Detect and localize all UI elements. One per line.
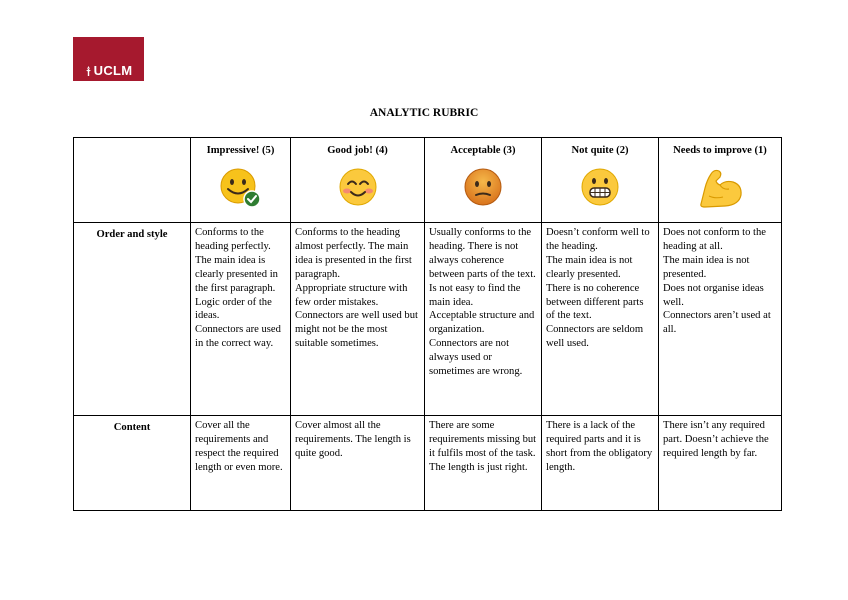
grimacing-face-emoji-icon <box>579 166 621 208</box>
cell-text: Connectors aren’t used at all. <box>663 310 771 336</box>
happy-blush-emoji-icon <box>337 166 379 208</box>
cell-text: There are some requirements missing but it fulfils most of the task. The length is just right. <box>429 420 537 473</box>
cell-text: There is no coherence between different parts of the text. <box>546 282 644 322</box>
cell-text: Connectors are used in the correct way. <box>195 324 281 350</box>
cell-text: Connectors are not always used or sometimes are wrong. <box>429 338 523 378</box>
uclm-logo <box>73 37 144 81</box>
cell-text: Connectors are well used but might not be the most suitable sometimes. <box>295 310 418 350</box>
cell-content-5 <box>191 416 291 511</box>
smiling-check-emoji-icon <box>218 166 264 210</box>
cell-text: Cover all the requirements and respect the required length or even more. <box>195 420 283 473</box>
cell-text: Conforms to the heading perfectly. <box>195 227 271 252</box>
cell-text: There isn’t any required part. Doesn’t achieve the required length by far. <box>663 420 769 459</box>
cell-order-5 <box>191 223 291 416</box>
column-label: Good job! (4) <box>327 145 388 156</box>
cell-text: There is a lack of the required parts and it is short from the obligatory length. <box>546 420 653 473</box>
cell-content-2 <box>542 416 659 511</box>
torch-icon <box>85 66 92 76</box>
page-title: ANALYTIC RUBRIC <box>369 107 479 119</box>
header-acceptable <box>425 138 542 223</box>
cell-text: The main idea is clearly presented in the first paragraph. <box>195 254 278 294</box>
cell-content-4 <box>291 416 425 511</box>
flexed-biceps-emoji-icon <box>695 166 745 210</box>
cell-text: Doesn’t conform well to the heading. <box>546 227 650 252</box>
header-needs-to-improve <box>659 138 782 223</box>
column-label: Acceptable (3) <box>450 145 516 156</box>
cell-order-1 <box>659 223 782 416</box>
row-label-order-style: Order and style <box>74 223 191 416</box>
cell-text: Acceptable structure and organization. <box>429 310 535 336</box>
cell-text: The main idea is not clearly presented. <box>546 254 633 280</box>
logo-text: UCLM <box>93 63 133 78</box>
cell-text: Appropriate structure with few order mistakes. <box>295 282 408 308</box>
row-label-content: Content <box>74 416 191 511</box>
table-row <box>74 416 782 511</box>
cell-text: Conforms to the heading almost perfectly. The main idea is presented in the first paragraph. <box>295 227 412 280</box>
header-not-quite <box>542 138 659 223</box>
cell-text: Logic order of the ideas. <box>195 296 272 322</box>
cell-text: The main idea is not presented. <box>663 254 750 280</box>
cell-text: Connectors are seldom well used. <box>546 324 644 350</box>
header-good-job <box>291 138 425 223</box>
column-label: Not quite (2) <box>571 145 629 156</box>
cell-text: Usually conforms to the heading. There is not always coherence between parts of the text. <box>429 227 536 280</box>
logo-wordmark <box>85 63 133 78</box>
header-impressive <box>191 138 291 223</box>
cell-text: Cover almost all the requirements. The length is quite good. <box>295 420 411 459</box>
table-row <box>74 223 782 416</box>
table-header-row <box>74 138 782 223</box>
empty-header-cell <box>74 138 191 223</box>
cell-content-1 <box>659 416 782 511</box>
neutral-face-emoji-icon <box>462 166 504 208</box>
cell-text: Is not easy to find the main idea. <box>429 282 521 308</box>
column-label: Needs to improve (1) <box>673 145 767 156</box>
cell-order-4 <box>291 223 425 416</box>
rubric-table <box>73 137 782 511</box>
cell-order-2 <box>542 223 659 416</box>
cell-order-3 <box>425 223 542 416</box>
cell-text: Does not organise ideas well. <box>663 282 764 308</box>
cell-content-3 <box>425 416 542 511</box>
column-label: Impressive! (5) <box>206 145 275 156</box>
cell-text: Does not conform to the heading at all. <box>663 227 766 252</box>
